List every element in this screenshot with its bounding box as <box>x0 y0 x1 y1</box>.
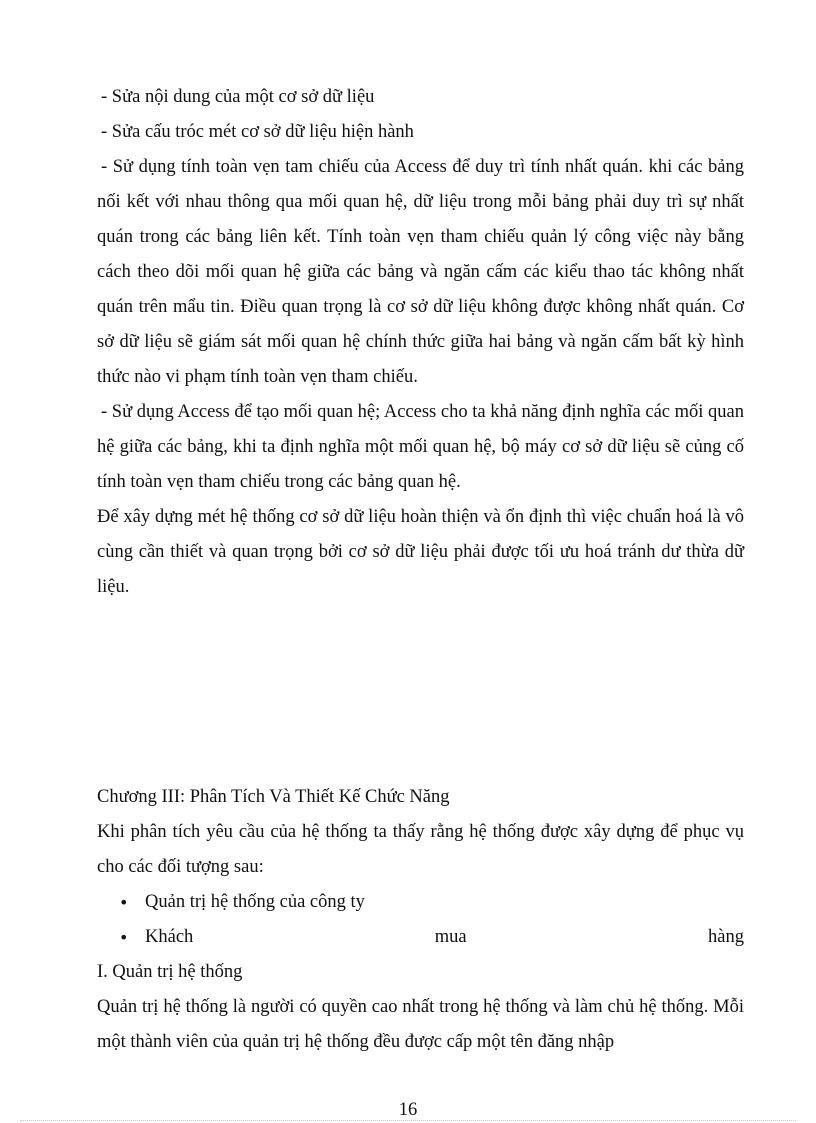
target-user-list <box>97 885 744 955</box>
blank-space <box>97 605 744 780</box>
paragraph-normalization: Để xây dựng mét hệ thống cơ sở dữ liệu hoàn thiện và ổn định thì việc chuẩn hoá là vô cùng cần thiết và quan trọng bởi cơ sở dữ liệu phải được tối ưu hoá tránh dư thừa dữ liệu. <box>97 507 744 597</box>
footer-divider <box>20 1120 796 1121</box>
word: hàng <box>708 927 744 947</box>
list-item <box>97 920 744 955</box>
paragraph-edit-structure: - Sửa cấu tróc mét cơ sở dữ liệu hiện hành <box>101 122 414 142</box>
page-content <box>97 80 744 1060</box>
list-item: • Quản trị hệ thống của công ty <box>97 885 744 920</box>
page-number: 16 <box>398 1100 418 1120</box>
paragraph-referential-integrity: - Sử dụng tính toàn vẹn tam chiếu của Access để duy trì tính nhất quán. khi các bảng nối kết với nhau thông qua mối quan hệ, dữ liệu trong mỗi bảng phải duy trì sự nhất quán trong các bảng liên kết. Tính toàn vẹn tham chiếu quản lý công việc này bằng cách theo dõi mối quan hệ giữa các bảng và ngăn cấm các kiểu thao tác không nhất quán trên mẩu tin. Điều quan trọng là cơ sở dữ liệu không được không nhất quán. Cơ sở dữ liệu sẽ giám sát mối quan hệ chính thức giữa hai bảng và ngăn cấm bất kỳ hình thức nào vi phạm tính toàn vẹn tham chiếu. <box>97 157 744 387</box>
section-text: Quản trị hệ thống là người có quyền cao nhất trong hệ thống và làm chủ hệ thống. Mỗi một thành viên của quản trị hệ thống đều được cấp một tên đăng nhập <box>97 997 744 1052</box>
paragraph-edit-content: - Sửa nội dung của một cơ sở dữ liệu <box>101 87 375 107</box>
chapter-intro: Khi phân tích yêu cầu của hệ thống ta thấy rằng hệ thống được xây dựng để phục vụ cho các đối tượng sau: <box>97 822 744 877</box>
word: mua <box>434 927 467 947</box>
list-item-text <box>145 920 744 955</box>
word: • Khách <box>145 927 194 947</box>
chapter-title: Chương III: Phân Tích Và Thiết Kế Chức Năng <box>97 787 450 807</box>
paragraph-relationships: - Sử dụng Access để tạo mối quan hệ; Access cho ta khả năng định nghĩa các mối quan hệ giữa các bảng, khi ta định nghĩa một mối quan hệ, bộ máy cơ sở dữ liệu sẽ củng cố tính toàn vẹn tham chiếu trong các bảng quan hệ. <box>97 402 744 492</box>
section-heading: I. Quản trị hệ thống <box>97 962 243 982</box>
